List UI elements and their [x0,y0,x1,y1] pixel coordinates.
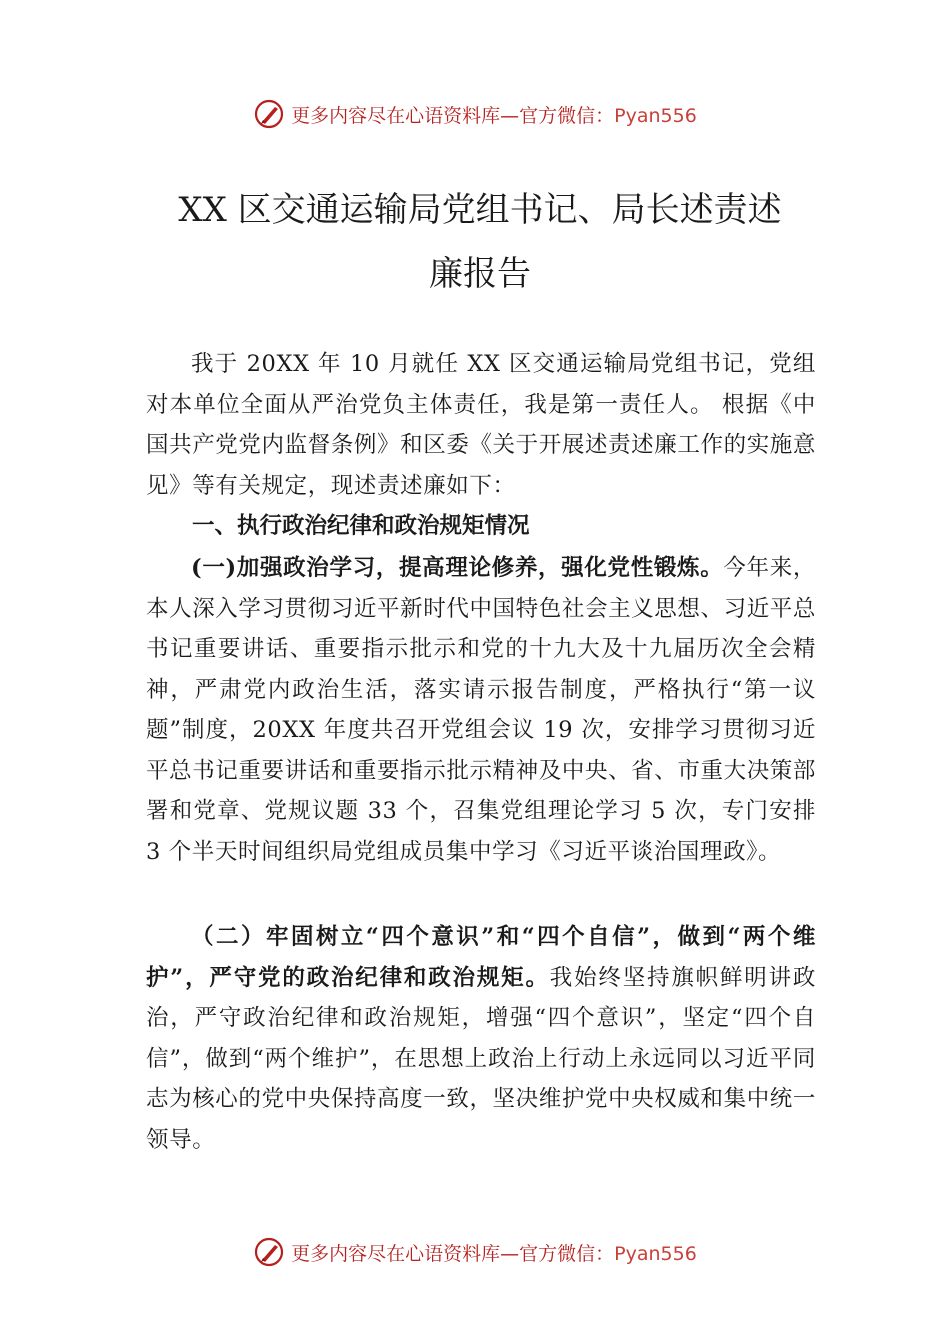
item-1-lead: (一)加强政治学习，提高理论修养，强化党性锻炼。 [191,555,724,581]
section-heading-1: 一、执行政治纪律和政治规矩情况 [192,513,530,539]
document-title-line-1: XX 区交通运输局党组书记、局长述责述 [178,190,782,230]
header-watermark-banner [0,94,950,134]
watermark-text [291,101,697,128]
watermark-wechat-id: Pyan556 [614,104,697,127]
quill-pen-logo-icon [253,1236,285,1268]
watermark-label: 更多内容尽在心语资料库—官方微信： [291,1242,615,1265]
item-1-body: 今年来，本人深入学习贯彻习近平新时代中国特色社会主义思想、习近平总书记重要讲话、重要指示批示和党的十九大及十九届历次全会精神，严肃党内政治生活，落实请示报告制度，严格执行“第一议题”制度，20XX 年度共召开党组会议 19 次，安排学习贯彻习近平总书记重要讲话和重要指示批示精神及中央、省、市重大决策部署和党章、党规议题 33 个，召集党组理论学习 5 次，专门安排 3 个半天时间组织局党组成员集中学习《习近平谈治国理政》。 [146,555,816,865]
paragraph-item-1 [146,548,816,872]
document-title-line-2: 廉报告 [429,254,531,294]
watermark-wechat-id: Pyan556 [614,1242,697,1265]
quill-pen-logo-icon [253,98,285,130]
paragraph-item-2 [146,917,816,1160]
intro-paragraph: 我于 20XX 年 10 月就任 XX 区交通运输局党组书记，党组对本单位全面从严治党负主体责任，我是第一责任人。 根据《中国共产党党内监督条例》和区委《关于开展述责述廉工作的实施意见》等有关规定，现述责述廉如下： [146,351,816,499]
watermark-text [291,1239,697,1266]
item-2-lead: （二）牢固树立“四个意识”和“四个自信”，做到“两个维护”，严守党的政治纪律和政治规矩。 [146,924,816,991]
watermark-label: 更多内容尽在心语资料库—官方微信： [291,104,615,127]
footer-watermark-banner [0,1232,950,1272]
item-2-body: 我始终坚持旗帜鲜明讲政治，严守政治纪律和政治规矩，增强“四个意识”，坚定“四个自信”，做到“两个维护”，在思想上政治上行动上永远同以习近平同志为核心的党中央保持高度一致，坚决维护党中央权威和集中统一领导。 [146,964,816,1153]
